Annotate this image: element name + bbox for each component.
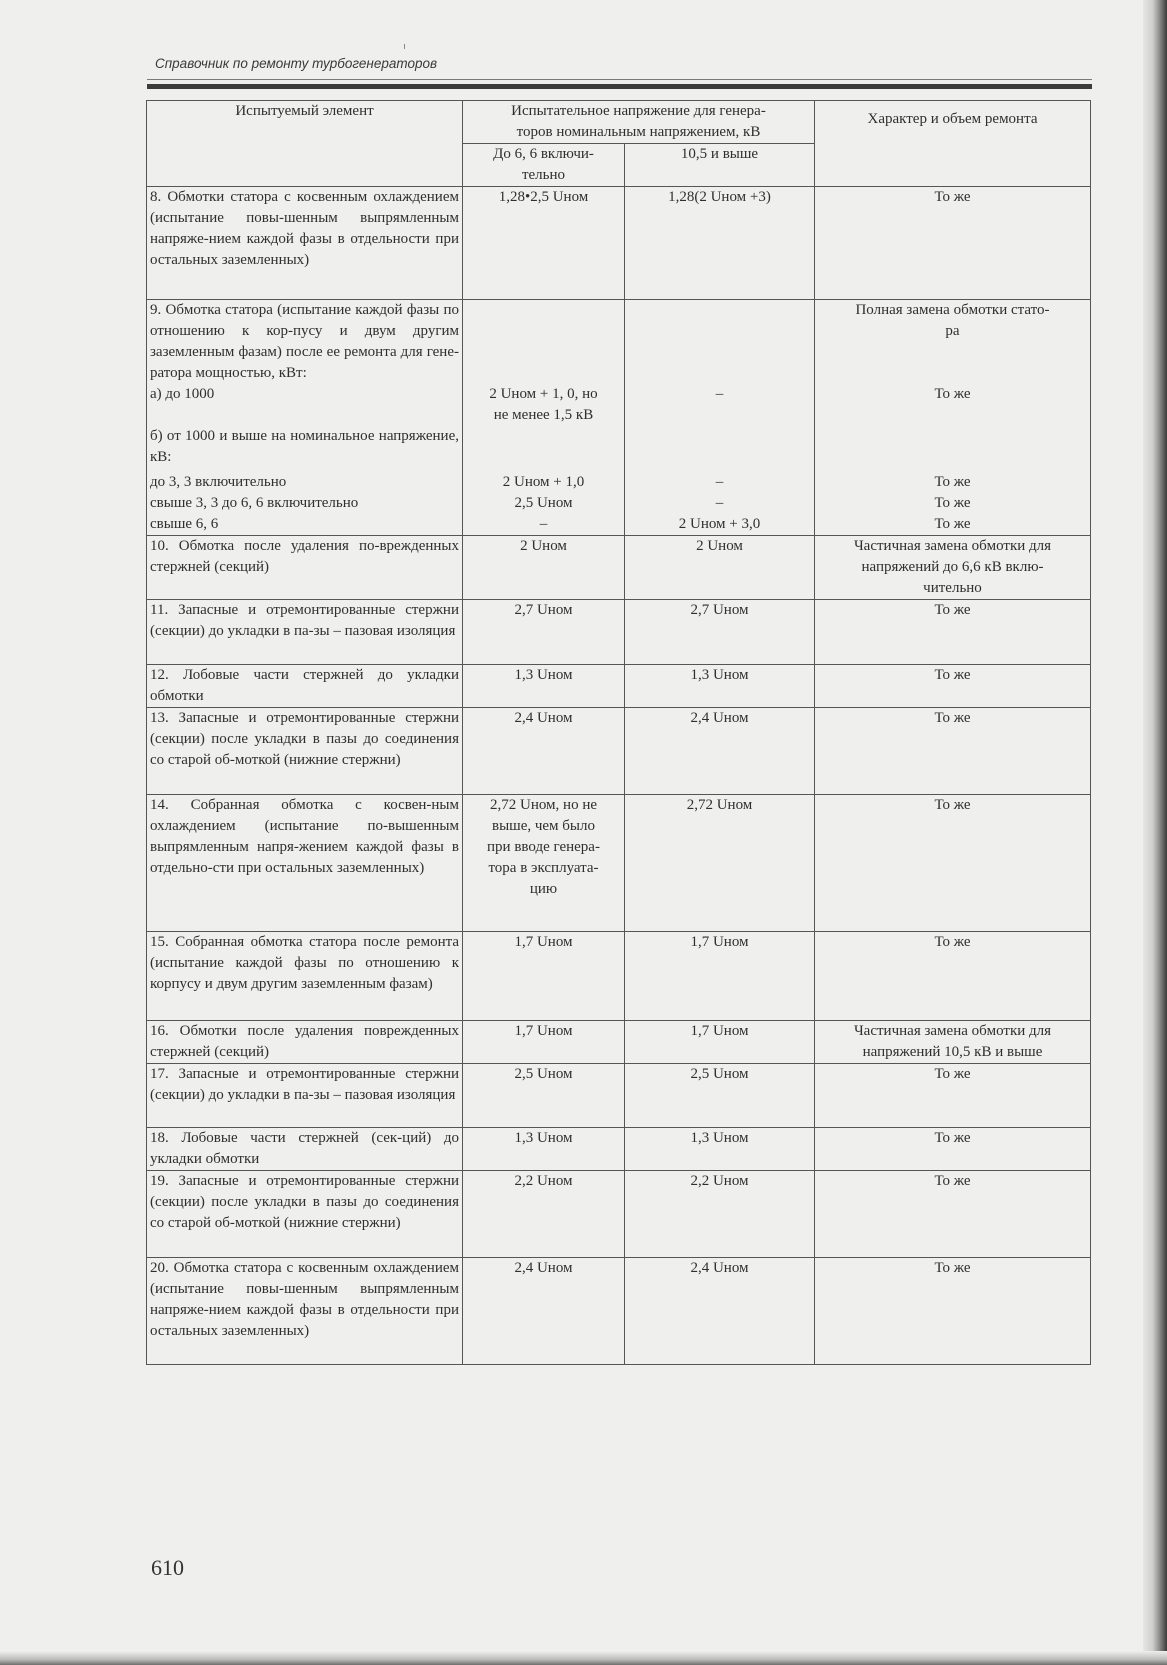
high-voltage-cell: 2 Uном + 3,0 <box>625 514 815 536</box>
low-voltage-cell: 2,72 Uном, но не выше, чем было при вводе генера- тора в эксплуата- цию <box>463 795 625 932</box>
high-voltage-cell: – <box>625 493 815 514</box>
low-voltage-cell: 1,3 Uном <box>463 665 625 708</box>
header-rule <box>147 84 1092 89</box>
high-voltage-cell: 2 Uном <box>625 536 815 600</box>
low-voltage-cell: 2,4 Uном <box>463 1258 625 1365</box>
element-cell: 11. Запасные и отремонтированные стержни (секции) до укладки в па-зы – пазовая изоляция <box>147 600 463 665</box>
repair-cell: Частичная замена обмотки для напряжений 10,5 кВ и выше <box>815 1021 1091 1064</box>
low-voltage-cell: 2,2 Uном <box>463 1171 625 1258</box>
low-voltage-cell <box>463 426 625 472</box>
element-cell: а) до 1000 <box>147 384 463 426</box>
column-header-voltage: Испытательное напряжение для генера- торов номинальным напряжением, кВ <box>463 101 815 144</box>
low-voltage-cell: 1,3 Uном <box>463 1128 625 1171</box>
element-cell: 14. Собранная обмотка с косвен-ным охлаждением (испытание по-вышенным выпрямленным напря-жением каждой фазы в отдельно-сти при остальных заземленных) <box>147 795 463 932</box>
repair-cell: То же <box>815 708 1091 795</box>
table-row <box>147 708 1091 795</box>
page-number: 610 <box>151 1555 184 1580</box>
high-voltage-cell: 1,7 Uном <box>625 1021 815 1064</box>
repair-cell: Полная замена обмотки стато- ра <box>815 300 1091 385</box>
element-cell: 9. Обмотка статора (испытание каждой фазы по отношению к кор-пусу и двум другим заземленным фазам) после ее ремонта для гене-ратора мощностью, кВт: <box>147 300 463 385</box>
repair-cell: То же <box>815 472 1091 493</box>
element-cell: 12. Лобовые части стержней до укладки обмотки <box>147 665 463 708</box>
repair-cell: То же <box>815 1258 1091 1365</box>
column-header-element: Испытуемый элемент <box>147 101 463 187</box>
element-cell: б) от 1000 и выше на номинальное напряжение, кВ: <box>147 426 463 472</box>
repair-cell: То же <box>815 1128 1091 1171</box>
low-voltage-cell <box>463 300 625 385</box>
repair-cell: То же <box>815 493 1091 514</box>
repair-cell: То же <box>815 795 1091 932</box>
element-cell: свыше 3, 3 до 6, 6 включительно <box>147 493 463 514</box>
table-header-row <box>147 101 1091 144</box>
repair-cell: Частичная замена обмотки для напряжений до 6,6 кВ вклю- чительно <box>815 536 1091 600</box>
high-voltage-cell: 2,4 Uном <box>625 708 815 795</box>
low-voltage-cell: 1,7 Uном <box>463 1021 625 1064</box>
table-row <box>147 536 1091 600</box>
column-header-repair: Характер и объем ремонта <box>815 101 1091 187</box>
high-voltage-cell <box>625 300 815 385</box>
repair-cell: То же <box>815 1064 1091 1128</box>
repair-cell: То же <box>815 384 1091 426</box>
element-cell: 16. Обмотки после удаления поврежденных стержней (секций) <box>147 1021 463 1064</box>
high-voltage-cell: 1,28(2 Uном +3) <box>625 187 815 300</box>
repair-cell: То же <box>815 187 1091 300</box>
high-voltage-cell: – <box>625 472 815 493</box>
low-voltage-cell: – <box>463 514 625 536</box>
table-row <box>147 426 1091 472</box>
table-row <box>147 1171 1091 1258</box>
table-body <box>147 187 1091 1365</box>
low-voltage-cell: 1,28•2,5 Uном <box>463 187 625 300</box>
low-voltage-cell: 2 Uном <box>463 536 625 600</box>
table-row <box>147 795 1091 932</box>
table-row <box>147 300 1091 385</box>
column-header-low-voltage: До 6, 6 включи- тельно <box>463 144 625 187</box>
low-voltage-cell: 2 Uном + 1, 0, но не менее 1,5 кВ <box>463 384 625 426</box>
repair-cell <box>815 426 1091 472</box>
page-bottom-shadow <box>0 1651 1167 1665</box>
low-voltage-cell: 2,4 Uном <box>463 708 625 795</box>
column-header-high-voltage: 10,5 и выше <box>625 144 815 187</box>
high-voltage-cell: – <box>625 384 815 426</box>
high-voltage-cell: 2,5 Uном <box>625 1064 815 1128</box>
element-cell: 17. Запасные и отремонтированные стержни (секции) до укладки в па-зы – пазовая изоляция <box>147 1064 463 1128</box>
table-row <box>147 1021 1091 1064</box>
high-voltage-cell: 1,3 Uном <box>625 1128 815 1171</box>
repair-cell: То же <box>815 1171 1091 1258</box>
table-row <box>147 493 1091 514</box>
element-cell: 20. Обмотка статора с косвенным охлаждением (испытание повы-шенным выпрямленным напряже-нием каждой фазы в отдельности при остальных заземленных) <box>147 1258 463 1365</box>
high-voltage-cell: 1,7 Uном <box>625 932 815 1021</box>
table-row <box>147 665 1091 708</box>
low-voltage-cell: 2,7 Uном <box>463 600 625 665</box>
element-cell: 8. Обмотки статора с косвенным охлаждением (испытание повы-шенным выпрямленным напряже-нием каждой фазы в отдельности при остальных заземленных) <box>147 187 463 300</box>
low-voltage-cell: 1,7 Uном <box>463 932 625 1021</box>
low-voltage-cell: 2,5 Uном <box>463 1064 625 1128</box>
table-row <box>147 472 1091 493</box>
table-row <box>147 187 1091 300</box>
high-voltage-cell: 2,2 Uном <box>625 1171 815 1258</box>
table-row <box>147 932 1091 1021</box>
element-cell: 10. Обмотка после удаления по-врежденных стержней (секций) <box>147 536 463 600</box>
scan-mark <box>404 44 405 49</box>
table-row <box>147 600 1091 665</box>
table-row <box>147 384 1091 426</box>
element-cell: 13. Запасные и отремонтированные стержни (секции) после укладки в пазы до соединения со старой об-моткой (нижние стержни) <box>147 708 463 795</box>
table-row <box>147 1128 1091 1171</box>
high-voltage-cell <box>625 426 815 472</box>
test-voltage-table <box>146 100 1091 1365</box>
element-cell: 19. Запасные и отремонтированные стержни (секции) после укладки в пазы до соединения со старой об-моткой (нижние стержни) <box>147 1171 463 1258</box>
low-voltage-cell: 2,5 Uном <box>463 493 625 514</box>
table-row <box>147 514 1091 536</box>
header-rule-thin <box>147 79 1092 80</box>
repair-cell: То же <box>815 665 1091 708</box>
repair-cell: То же <box>815 932 1091 1021</box>
element-cell: свыше 6, 6 <box>147 514 463 536</box>
page-edge-shadow <box>1143 0 1167 1665</box>
table-row <box>147 1258 1091 1365</box>
table-row <box>147 1064 1091 1128</box>
high-voltage-cell: 2,4 Uном <box>625 1258 815 1365</box>
high-voltage-cell: 2,72 Uном <box>625 795 815 932</box>
high-voltage-cell: 1,3 Uном <box>625 665 815 708</box>
high-voltage-cell: 2,7 Uном <box>625 600 815 665</box>
running-head: Справочник по ремонту турбогенераторов <box>155 56 438 71</box>
element-cell: до 3, 3 включительно <box>147 472 463 493</box>
element-cell: 18. Лобовые части стержней (сек-ций) до укладки обмотки <box>147 1128 463 1171</box>
low-voltage-cell: 2 Uном + 1,0 <box>463 472 625 493</box>
repair-cell: То же <box>815 514 1091 536</box>
element-cell: 15. Собранная обмотка статора после ремонта (испытание каждой фазы по отношению к корпусу и двум другим заземленным фазам) <box>147 932 463 1021</box>
repair-cell: То же <box>815 600 1091 665</box>
